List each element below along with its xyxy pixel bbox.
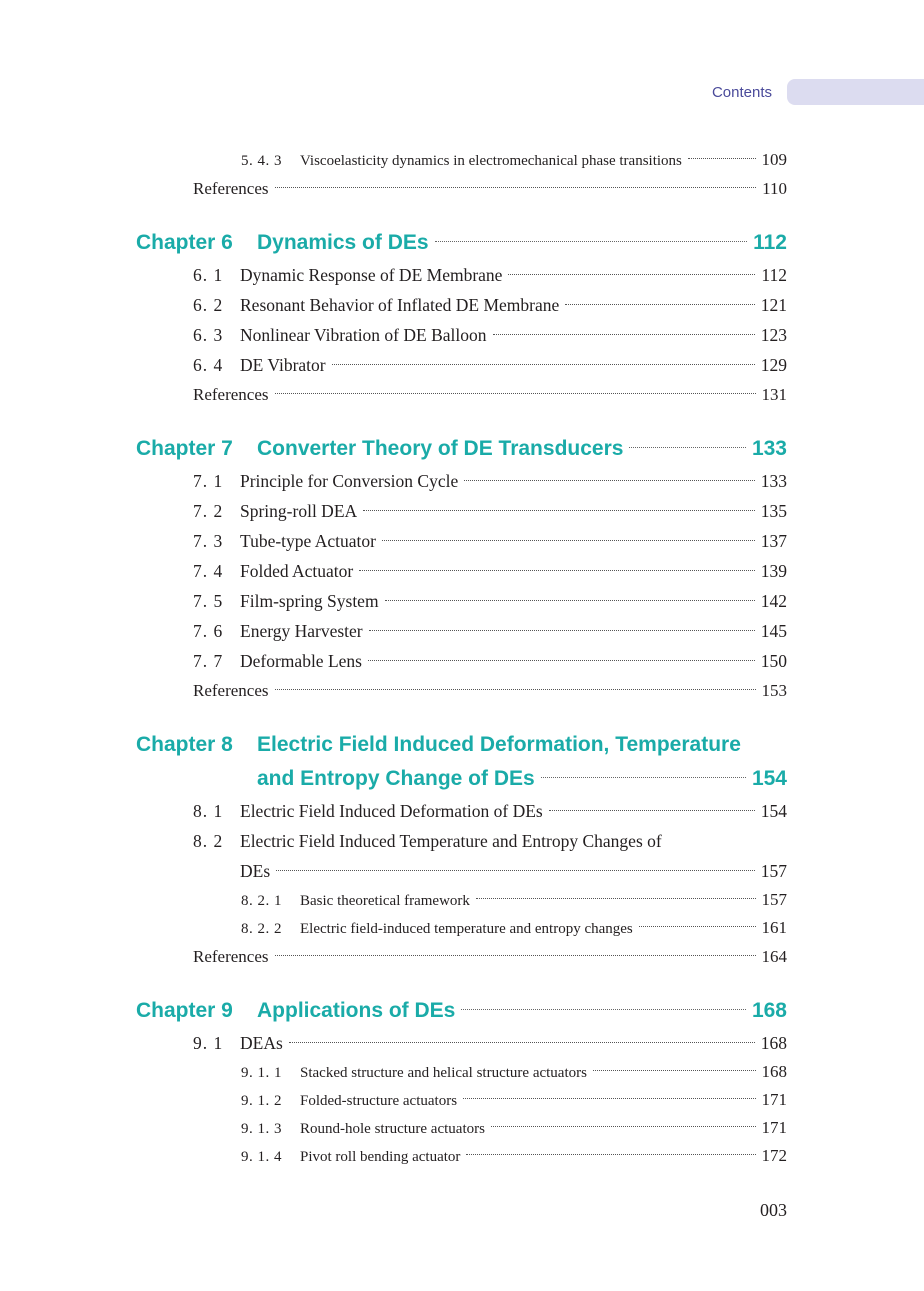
references-label: References <box>193 681 269 700</box>
entry-page: 121 <box>760 295 787 315</box>
entry-number: 9. 1. 3 <box>241 1121 282 1137</box>
toc-entry-7-7[interactable] <box>136 646 787 676</box>
toc-entry-8-2-2[interactable] <box>136 914 787 942</box>
entry-page: 161 <box>761 918 787 937</box>
entry-page: 145 <box>760 621 787 641</box>
chapter-page: 168 <box>751 999 787 1022</box>
entry-page: 142 <box>760 591 787 611</box>
chapter-number: Chapter 8 <box>136 733 233 756</box>
toc-entry-6-1[interactable] <box>136 260 787 290</box>
toc-references-ch5[interactable] <box>136 174 787 204</box>
entry-page: 150 <box>760 651 787 671</box>
toc-chapter-6[interactable] <box>136 226 787 260</box>
toc-chapter-9[interactable] <box>136 994 787 1028</box>
toc-references-ch8[interactable] <box>136 942 787 972</box>
toc-chapter-8-cont[interactable] <box>136 762 787 796</box>
toc-entry-7-5[interactable] <box>136 586 787 616</box>
dot-leader <box>382 540 755 541</box>
entry-number: 5. 4. 3 <box>241 153 282 169</box>
entry-page: 154 <box>760 801 787 821</box>
dot-leader <box>275 689 756 690</box>
dot-leader <box>549 810 755 811</box>
entry-title: Resonant Behavior of Inflated DE Membrane <box>240 295 560 315</box>
entry-number: 9. 1. 1 <box>241 1065 282 1081</box>
dot-leader <box>466 1154 755 1155</box>
toc-entry-9-1-4[interactable] <box>136 1142 787 1170</box>
entry-number: 7. 5 <box>193 591 224 611</box>
entry-title: Nonlinear Vibration of DE Balloon <box>240 325 487 345</box>
entry-page: 137 <box>760 531 787 551</box>
entry-title: Folded Actuator <box>240 561 354 581</box>
entry-page: 164 <box>761 947 787 966</box>
entry-title: Folded-structure actuators <box>300 1093 458 1109</box>
entry-title: Energy Harvester <box>240 621 363 641</box>
entry-title: Pivot roll bending actuator <box>300 1149 461 1165</box>
entry-title-line2: DEs <box>240 861 271 881</box>
entry-page: 139 <box>760 561 787 581</box>
references-label: References <box>193 947 269 966</box>
entry-number: 8. 2. 1 <box>241 893 282 909</box>
entry-page: 153 <box>761 681 787 700</box>
toc-entry-6-4[interactable] <box>136 350 787 380</box>
toc-entry-6-2[interactable] <box>136 290 787 320</box>
dot-leader <box>593 1070 756 1071</box>
entry-number: 8. 2 <box>193 831 224 851</box>
toc-entry-9-1-2[interactable] <box>136 1086 787 1114</box>
chapter-title-line1: Electric Field Induced Deformation, Temperature <box>257 733 741 756</box>
dot-leader <box>435 241 748 242</box>
entry-number: 6. 1 <box>193 265 224 285</box>
dot-leader <box>368 660 755 661</box>
dot-leader <box>359 570 755 571</box>
references-label: References <box>193 385 269 404</box>
entry-number: 6. 4 <box>193 355 224 375</box>
chapter-title: Applications of DEs <box>257 999 456 1022</box>
toc-entry-6-3[interactable] <box>136 320 787 350</box>
toc-references-ch7[interactable] <box>136 676 787 706</box>
dot-leader <box>275 955 756 956</box>
chapter-page: 154 <box>751 767 787 790</box>
dot-leader <box>688 158 756 159</box>
dot-leader <box>476 898 756 899</box>
entry-page: 168 <box>761 1062 787 1081</box>
toc-chapter-8[interactable] <box>136 728 787 762</box>
entry-number: 6. 3 <box>193 325 224 345</box>
table-of-contents <box>136 146 787 1170</box>
toc-entry-9-1[interactable] <box>136 1028 787 1058</box>
entry-page: 172 <box>761 1146 787 1165</box>
entry-page: 171 <box>761 1118 787 1137</box>
toc-entry-7-6[interactable] <box>136 616 787 646</box>
entry-title: Basic theoretical framework <box>300 893 470 909</box>
entry-page: 135 <box>760 501 787 521</box>
chapter-number: Chapter 9 <box>136 999 233 1022</box>
dot-leader <box>541 777 746 778</box>
toc-entry-9-1-1[interactable] <box>136 1058 787 1086</box>
page-number: 003 <box>760 1200 787 1220</box>
entry-page: 110 <box>762 179 787 198</box>
entry-page: 129 <box>760 355 787 375</box>
dot-leader <box>275 393 756 394</box>
chapter-title: Dynamics of DEs <box>257 231 429 254</box>
entry-number: 7. 7 <box>193 651 224 671</box>
dot-leader <box>369 630 755 631</box>
entry-title: Principle for Conversion Cycle <box>240 471 459 491</box>
entry-number: 6. 2 <box>193 295 224 315</box>
entry-title: Dynamic Response of DE Membrane <box>240 265 503 285</box>
dot-leader <box>276 870 755 871</box>
entry-page: 168 <box>760 1033 787 1053</box>
header-tab-decoration <box>787 79 924 105</box>
entry-page: 133 <box>760 471 787 491</box>
toc-entry-7-1[interactable] <box>136 466 787 496</box>
entry-title: Tube-type Actuator <box>240 531 376 551</box>
entry-page: 157 <box>760 861 787 881</box>
entry-number: 8. 1 <box>193 801 224 821</box>
toc-entry-8-1[interactable] <box>136 796 787 826</box>
entry-title: Electric field-induced temperature and entropy changes <box>300 921 633 937</box>
chapter-page: 112 <box>753 231 787 254</box>
dot-leader <box>639 926 756 927</box>
dot-leader <box>289 1042 755 1043</box>
entry-page: 131 <box>761 385 787 404</box>
entry-title: DEAs <box>240 1033 283 1053</box>
entry-number: 9. 1. 2 <box>241 1093 282 1109</box>
chapter-title: Converter Theory of DE Transducers <box>257 437 624 460</box>
toc-entry-5-4-3[interactable] <box>136 146 787 174</box>
entry-title: Spring-roll DEA <box>240 501 358 521</box>
entry-title: Stacked structure and helical structure actuators <box>300 1065 587 1081</box>
dot-leader <box>565 304 754 305</box>
toc-entry-8-2[interactable] <box>136 826 787 856</box>
references-label: References <box>193 179 269 198</box>
dot-leader <box>463 1098 755 1099</box>
entry-number: 7. 1 <box>193 471 224 491</box>
toc-entry-7-3[interactable] <box>136 526 787 556</box>
entry-page: 123 <box>760 325 787 345</box>
entry-title: Film-spring System <box>240 591 379 611</box>
toc-entry-7-2[interactable] <box>136 496 787 526</box>
entry-number: 7. 2 <box>193 501 224 521</box>
entry-title: Viscoelasticity dynamics in electromechanical phase transitions <box>300 153 682 169</box>
toc-entry-7-4[interactable] <box>136 556 787 586</box>
entry-number: 8. 2. 2 <box>241 921 282 937</box>
toc-references-ch6[interactable] <box>136 380 787 410</box>
entry-number: 7. 4 <box>193 561 224 581</box>
entry-number: 7. 3 <box>193 531 224 551</box>
entry-title: Round-hole structure actuators <box>300 1121 485 1137</box>
entry-title: DE Vibrator <box>240 355 326 375</box>
chapter-number: Chapter 6 <box>136 231 233 254</box>
chapter-number: Chapter 7 <box>136 437 233 460</box>
dot-leader <box>508 274 755 275</box>
chapter-title-line2: and Entropy Change of DEs <box>257 767 535 790</box>
toc-chapter-7[interactable] <box>136 432 787 466</box>
toc-entry-9-1-3[interactable] <box>136 1114 787 1142</box>
toc-entry-8-2-1[interactable] <box>136 886 787 914</box>
dot-leader <box>464 480 755 481</box>
dot-leader <box>332 364 755 365</box>
dot-leader <box>491 1126 756 1127</box>
dot-leader <box>385 600 755 601</box>
entry-page: 112 <box>761 265 787 285</box>
entry-page: 157 <box>761 890 787 909</box>
entry-title: Deformable Lens <box>240 651 362 671</box>
entry-page: 171 <box>761 1090 787 1109</box>
dot-leader <box>493 334 755 335</box>
dot-leader <box>275 187 757 188</box>
chapter-page: 133 <box>751 437 787 460</box>
dot-leader <box>461 1009 746 1010</box>
dot-leader <box>363 510 755 511</box>
entry-number: 9. 1. 4 <box>241 1149 282 1165</box>
entry-number: 7. 6 <box>193 621 224 641</box>
dot-leader <box>629 447 746 448</box>
entry-title-line1: Electric Field Induced Temperature and Entropy Changes of <box>240 831 662 851</box>
entry-number: 9. 1 <box>193 1033 224 1053</box>
toc-entry-8-2-cont[interactable] <box>136 856 787 886</box>
running-header-label: Contents <box>711 84 772 101</box>
entry-page: 109 <box>761 150 787 169</box>
entry-title: Electric Field Induced Deformation of DEs <box>240 801 543 821</box>
